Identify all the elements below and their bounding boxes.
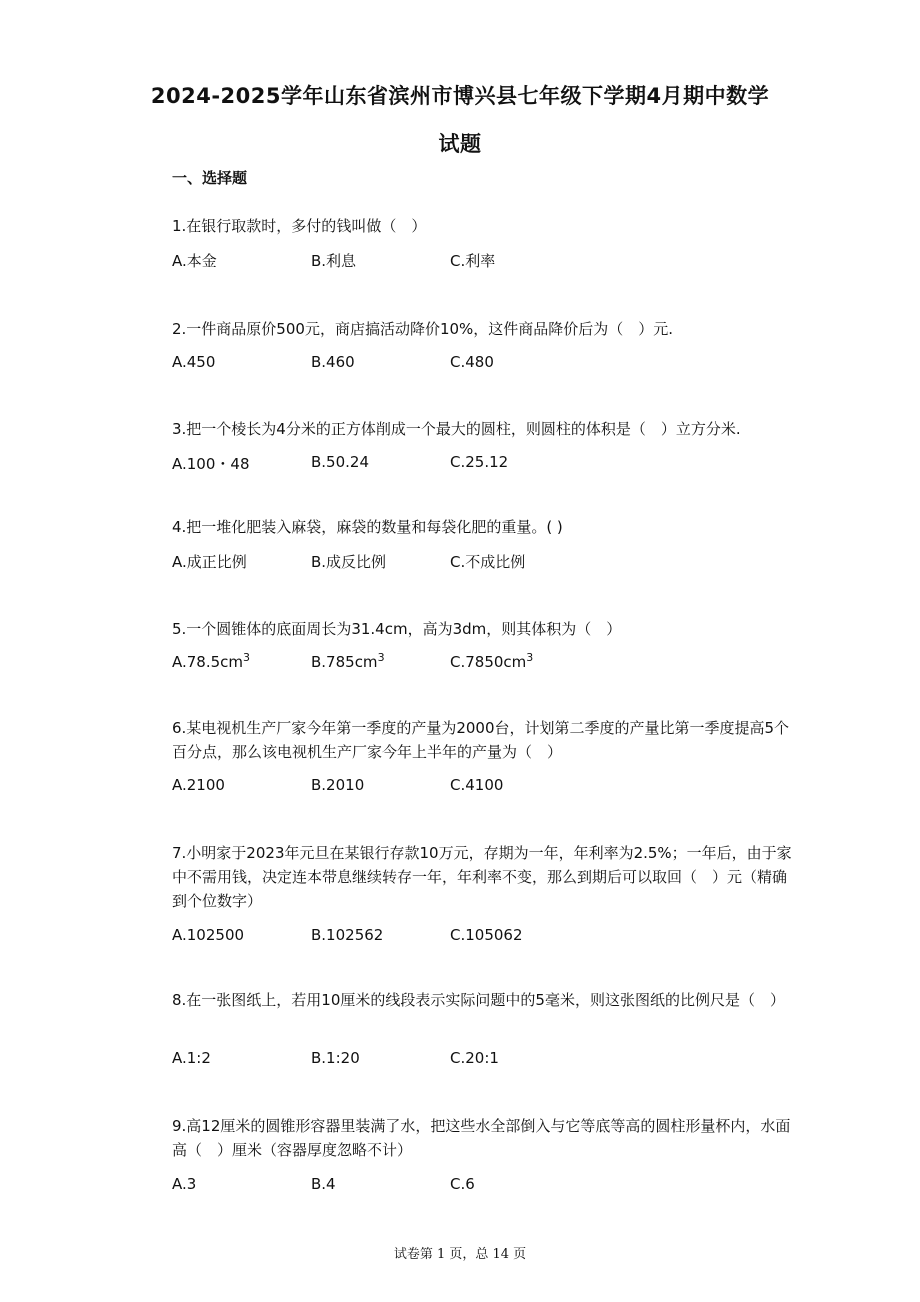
option-a: A.100・48 — [172, 455, 250, 473]
option-a: A.3 — [172, 1175, 197, 1193]
option-a: A.2100 — [172, 776, 225, 794]
page-title-continued: 试题 — [438, 132, 482, 156]
option-b: B.460 — [311, 353, 355, 371]
option-c: C.不成比例 — [450, 553, 526, 571]
option-b: B.4 — [311, 1175, 336, 1193]
option-a: A.成正比例 — [172, 553, 247, 571]
superscript: 3 — [243, 651, 251, 664]
option-b-text: B.785cm — [311, 653, 378, 671]
option-c: C.4100 — [450, 776, 504, 794]
question-7: 7.小明家于2023年元旦在某银行存款10万元，存期为一年，年利率为2.5%；一年后，由于家中不需用钱，决定连本带息继续转存一年，年利率不变，那么到期后可以取回（ ）元（精确到个位数字） — [172, 844, 792, 910]
option-a: A.450 — [172, 353, 216, 371]
superscript: 3 — [526, 651, 534, 664]
superscript: 3 — [377, 651, 385, 664]
option-b: B.利息 — [311, 252, 357, 270]
option-c: C.105062 — [450, 926, 523, 944]
option-b: B.50.24 — [311, 453, 370, 471]
option-b: B.2010 — [311, 776, 365, 794]
option-c: C.6 — [450, 1175, 475, 1193]
question-6: 6.某电视机生产厂家今年第一季度的产量为2000台，计划第二季度的产量比第一季度提高5个百分点，那么该电视机生产厂家今年上半年的产量为（ ） — [172, 719, 790, 761]
option-b: B.成反比例 — [311, 553, 387, 571]
option-b: B.102562 — [311, 926, 384, 944]
option-c: C.25.12 — [450, 453, 509, 471]
option-a: A.102500 — [172, 926, 245, 944]
question-1: 1.在银行取款时，多付的钱叫做（ ） — [172, 217, 427, 235]
section-heading: 一、选择题 — [172, 169, 248, 187]
question-8: 8.在一张图纸上，若用10厘米的线段表示实际问题中的5毫米，则这张图纸的比例尺是（ ） — [172, 991, 785, 1009]
option-c: C.利率 — [450, 252, 496, 270]
option-b — [311, 653, 385, 671]
option-a: A.1:2 — [172, 1049, 211, 1067]
option-a — [172, 653, 250, 671]
option-a-text: A.78.5cm — [172, 653, 244, 671]
option-c — [450, 653, 533, 671]
page-title: 2024-2025学年山东省滨州市博兴县七年级下学期4月期中数学 — [150, 84, 770, 108]
option-a: A.本金 — [172, 252, 217, 270]
option-c-text: C.7850cm — [450, 653, 527, 671]
option-c: C.480 — [450, 353, 494, 371]
question-3: 3.把一个棱长为4分米的正方体削成一个最大的圆柱，则圆柱的体积是（ ）立方分米. — [172, 420, 741, 438]
option-b: B.1:20 — [311, 1049, 360, 1067]
page-footer: 试卷第 1 页，总 14 页 — [393, 1247, 527, 1262]
question-9: 9.高12厘米的圆锥形容器里装满了水，把这些水全部倒入与它等底等高的圆柱形量杯内，水面高（ ）厘米（容器厚度忽略不计） — [172, 1117, 791, 1159]
question-2: 2.一件商品原价500元，商店搞活动降价10%，这件商品降价后为（ ）元. — [172, 320, 674, 338]
question-4: 4.把一堆化肥装入麻袋，麻袋的数量和每袋化肥的重量。( ) — [172, 518, 563, 536]
option-c: C.20:1 — [450, 1049, 499, 1067]
question-5: 5.一个圆锥体的底面周长为31.4cm，高为3dm，则其体积为（ ） — [172, 620, 622, 638]
